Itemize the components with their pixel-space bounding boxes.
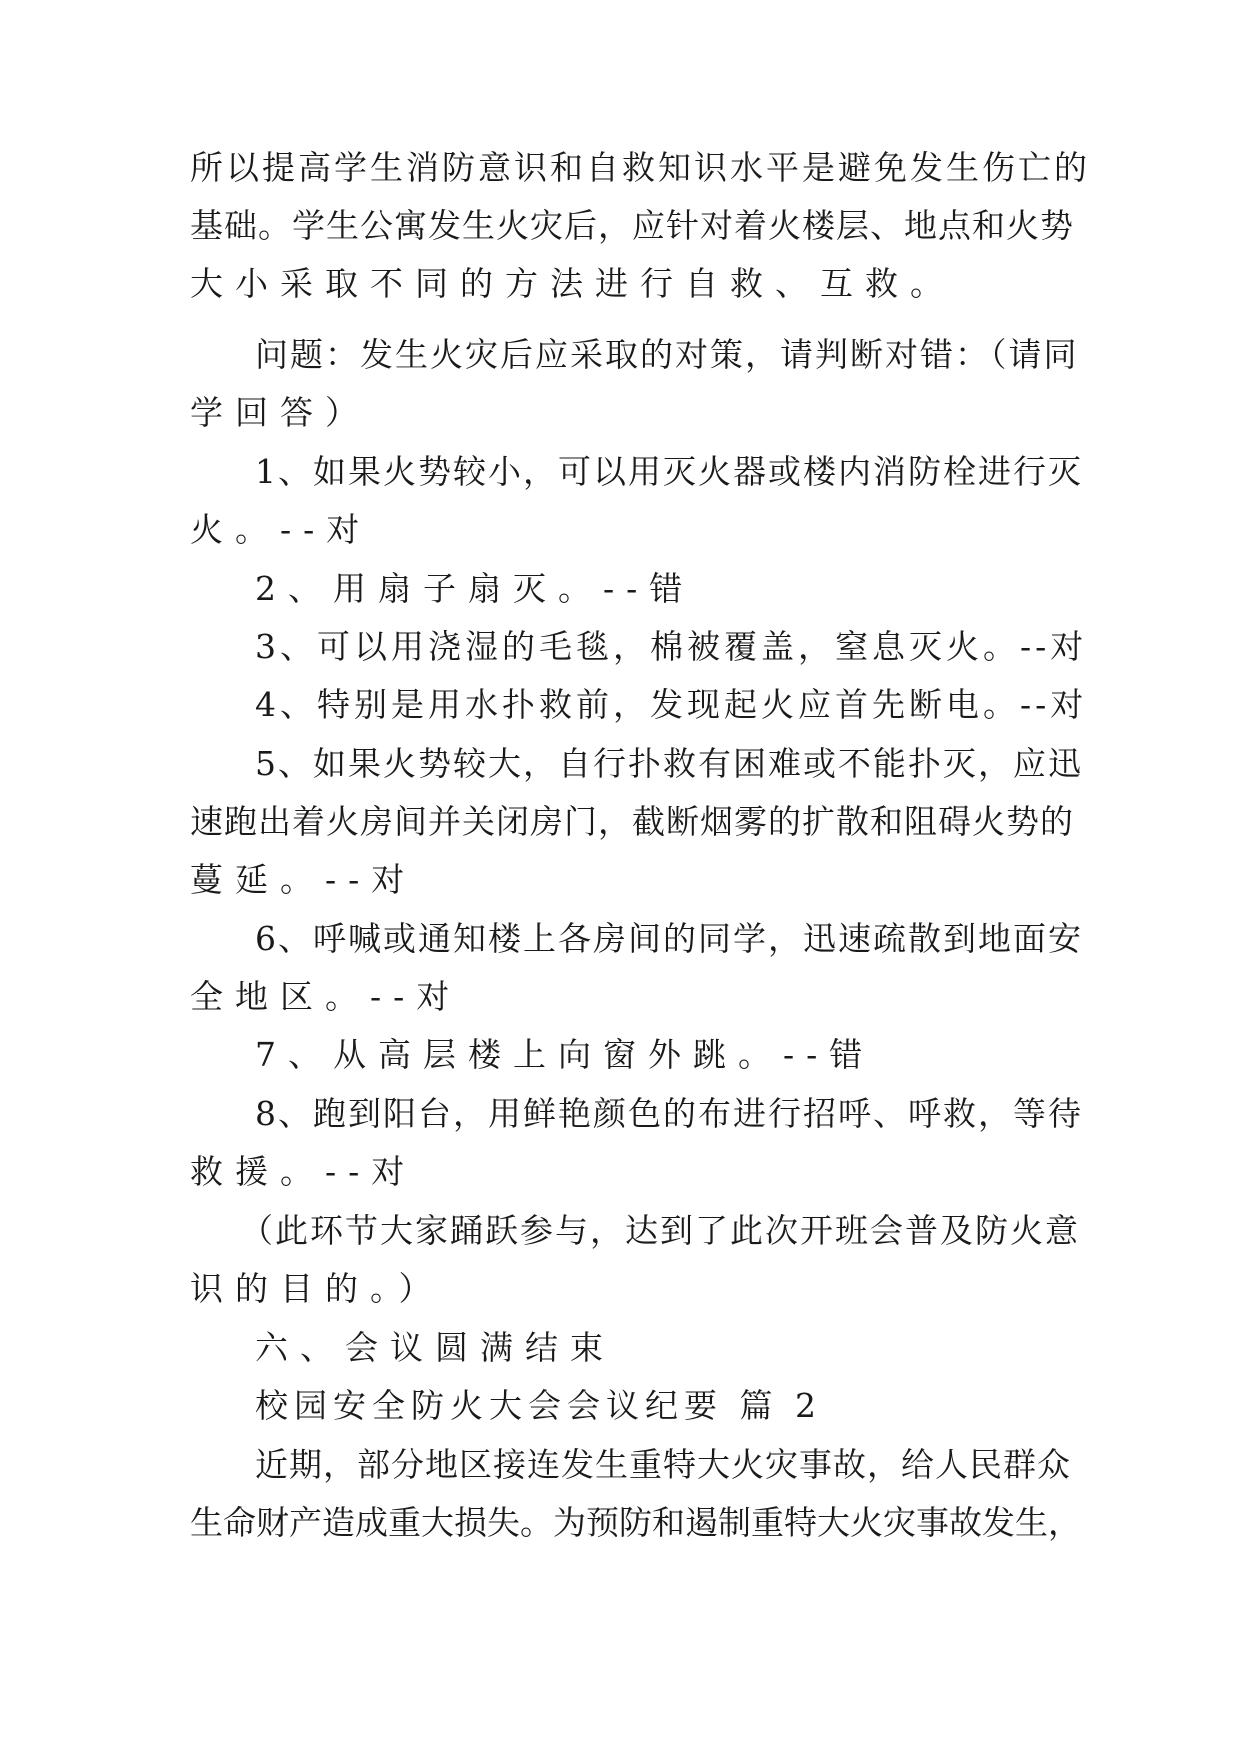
text-line: [0, 1147, 1241, 1197]
text-line: [0, 914, 1241, 964]
text-line: [0, 739, 1241, 789]
text-line: [0, 1323, 1241, 1373]
text-line: [0, 259, 1241, 309]
line-text: 7、从高层楼上向窗外跳。--错: [255, 1035, 875, 1074]
line-text: （此环节大家踊跃参与，达到了此次开班会普及防火意: [240, 1211, 1080, 1250]
text-line: [0, 201, 1241, 251]
line-text: 2、用扇子扇灭。--错: [255, 569, 695, 608]
line-text: 1、如果火势较小，可以用灭火器或楼内消防栓进行灭: [255, 452, 1083, 491]
text-line: [0, 855, 1241, 905]
line-text: 所以提高学生消防意识和自救知识水平是避免发生伤亡的: [190, 148, 1090, 187]
line-text: 3、可以用浇湿的毛毯，棉被覆盖，窒息灭火。--对: [255, 627, 1088, 666]
text-line: [0, 447, 1241, 497]
line-text: 8、跑到阳台，用鲜艳颜色的布进行招呼、呼救，等待: [255, 1094, 1083, 1133]
text-line: [0, 1206, 1241, 1256]
line-text: 生命财产造成重大损失。为预防和遏制重特大火灾事故发生，: [190, 1503, 1081, 1542]
text-line: [0, 388, 1241, 438]
text-line: [0, 1440, 1241, 1490]
text-line: [0, 1498, 1241, 1548]
line-text: 大小采取不同的方法进行自救、互救。: [190, 264, 955, 303]
text-line: [0, 330, 1241, 380]
text-line: [0, 680, 1241, 730]
line-text: 火。--对: [190, 510, 372, 549]
text-line: [0, 1381, 1241, 1431]
line-text: 识的目的。）: [190, 1269, 444, 1308]
text-line: [0, 1089, 1241, 1139]
line-text: 全地区。--对: [190, 977, 462, 1016]
line-text: 4、特别是用水扑救前，发现起火应首先断电。--对: [255, 685, 1088, 724]
text-line: [0, 797, 1241, 847]
line-text: 蔓延。--对: [190, 860, 417, 899]
line-text: 速跑出着火房间并关闭房门，截断烟雾的扩散和阻碍火势的: [190, 802, 1074, 841]
line-text: 问题：发生火灾后应采取的对策，请判断对错：（请同: [255, 335, 1079, 374]
line-text: 学回答）: [190, 393, 370, 432]
text-line: [0, 143, 1241, 193]
text-line: [0, 564, 1241, 614]
line-text: 基础。学生公寓发生火灾后，应针对着火楼层、地点和火势: [190, 206, 1074, 245]
line-text: 六、会议圆满结束: [255, 1328, 615, 1367]
line-text: 近期，部分地区接连发生重特大火灾事故，给人民群众: [255, 1445, 1071, 1484]
text-line: [0, 1264, 1241, 1314]
line-text: 5、如果火势较大，自行扑救有困难或不能扑灭，应迅: [255, 744, 1083, 783]
line-text: 校园安全防火大会会议纪要 篇 2: [255, 1386, 822, 1425]
text-line: [0, 505, 1241, 555]
text-line: [0, 972, 1241, 1022]
text-line: [0, 622, 1241, 672]
text-line: [0, 1030, 1241, 1080]
line-text: 6、呼喊或通知楼上各房间的同学，迅速疏散到地面安: [255, 919, 1083, 958]
line-text: 救援。--对: [190, 1152, 417, 1191]
